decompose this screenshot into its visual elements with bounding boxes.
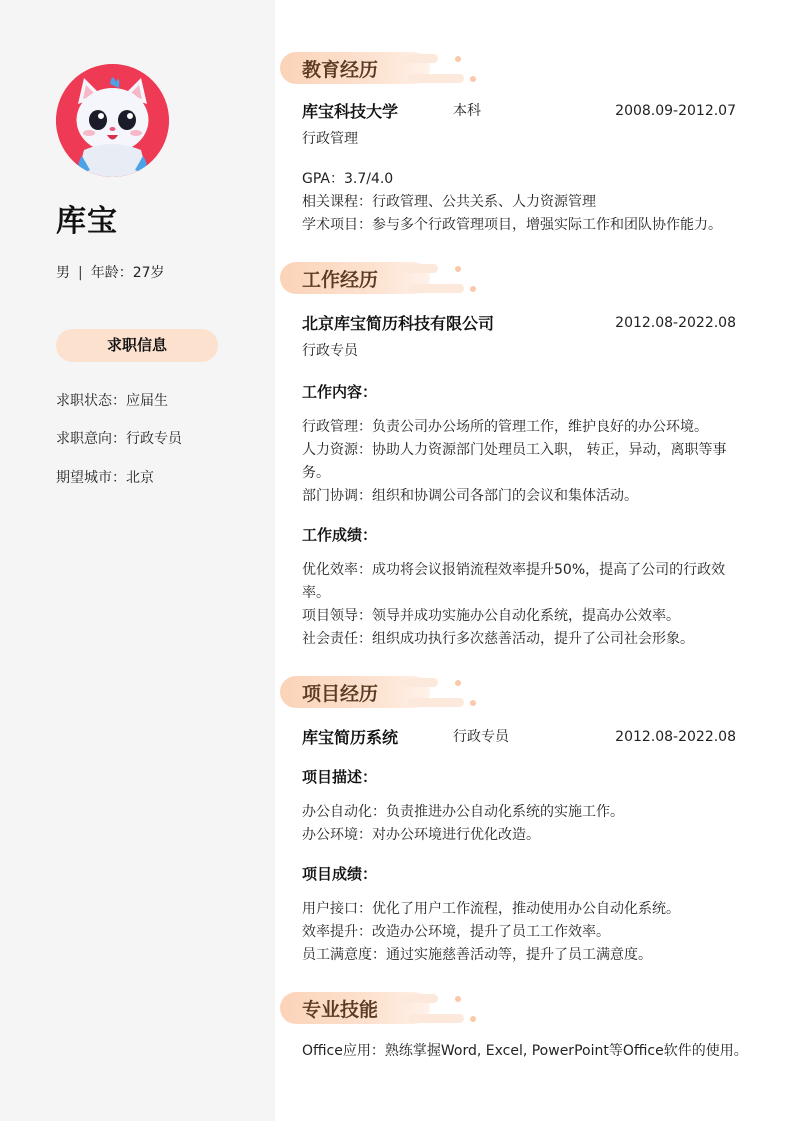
work-result-line: 社会责任：组织成功执行多次慈善活动，提升了公司社会形象。 [302,631,694,647]
major: 行政管理 [302,131,358,147]
work-result-line: 优化效率：成功将会议报销流程效率提升50%，提高了公司的行政效 [302,562,726,578]
candidate-name: 库宝 [56,204,118,239]
project-result-line: 员工满意度：通过实施慈善活动等，提升了员工满意度。 [302,947,652,963]
avatar [56,64,169,177]
edu-line: 学术项目：参与多个行政管理项目，增强实际工作和团队协作能力。 [302,217,722,233]
project-date: 2012.08-2022.08 [615,729,736,745]
company-name: 北京库宝简历科技有限公司 [302,314,495,333]
project-result-line: 效率提升：改造办公环境，提升了员工工作效率。 [302,924,610,940]
education-date: 2008.09-2012.07 [615,103,736,119]
age: 年龄：27岁 [90,265,165,281]
work-content-line: 行政管理：负责公司办公场所的管理工作，维护良好的办公环境。 [302,419,708,435]
project-result-title: 项目成绩： [302,865,378,883]
section-title: 项目经历 [302,683,379,705]
position: 行政专员 [302,343,358,359]
project-role: 行政专员 [453,729,509,745]
section-title: 教育经历 [302,59,379,81]
section-title: 专业技能 [302,999,379,1021]
project-desc-line: 办公环境：对办公环境进行优化改造。 [302,827,540,843]
education-section-header [280,50,480,86]
work-content-line: 务。 [302,465,330,481]
edu-line: GPA：3.7/4.0 [302,171,394,187]
school-name: 库宝科技大学 [302,102,399,121]
expected-city: 期望城市：北京 [56,470,154,486]
project-desc-line: 办公自动化：负责推进办公自动化系统的实施工作。 [302,804,624,820]
job-info-heading: 求职信息 [56,329,218,362]
project-desc-title: 项目描述： [302,768,378,786]
project-name: 库宝简历系统 [302,728,399,747]
work-result-line: 项目领导：领导并成功实施办公自动化系统，提高办公效率。 [302,608,680,624]
sidebar [0,0,275,1121]
separator: | [78,265,83,281]
section-title: 工作经历 [302,269,379,291]
project-section-header [280,674,480,710]
edu-line: 相关课程：行政管理、公共关系、人力资源管理 [302,194,596,210]
work-result-line: 率。 [302,585,330,601]
gender: 男 [56,265,70,281]
work-date: 2012.08-2022.08 [615,315,736,331]
skills-line: Office应用：熟练掌握Word, Excel, PowerPoint等Office软件的使用。 [302,1043,748,1059]
project-result-line: 用户接口：优化了用户工作流程，推动使用办公自动化系统。 [302,901,680,917]
work-content-line: 人力资源：协助人力资源部门处理员工入职， 转正，异动，离职等事 [302,442,727,458]
work-result-title: 工作成绩： [302,526,378,544]
degree: 本科 [453,103,481,119]
work-content-title: 工作内容： [302,383,378,401]
work-content-line: 部门协调：组织和协调公司各部门的会议和集体活动。 [302,488,638,504]
skills-section-header [280,990,480,1026]
cat-mascot-icon [56,64,169,177]
job-status: 求职状态：应届生 [56,393,168,409]
basic-info [56,262,165,282]
work-section-header [280,260,480,296]
job-intent: 求职意向：行政专员 [56,431,182,447]
